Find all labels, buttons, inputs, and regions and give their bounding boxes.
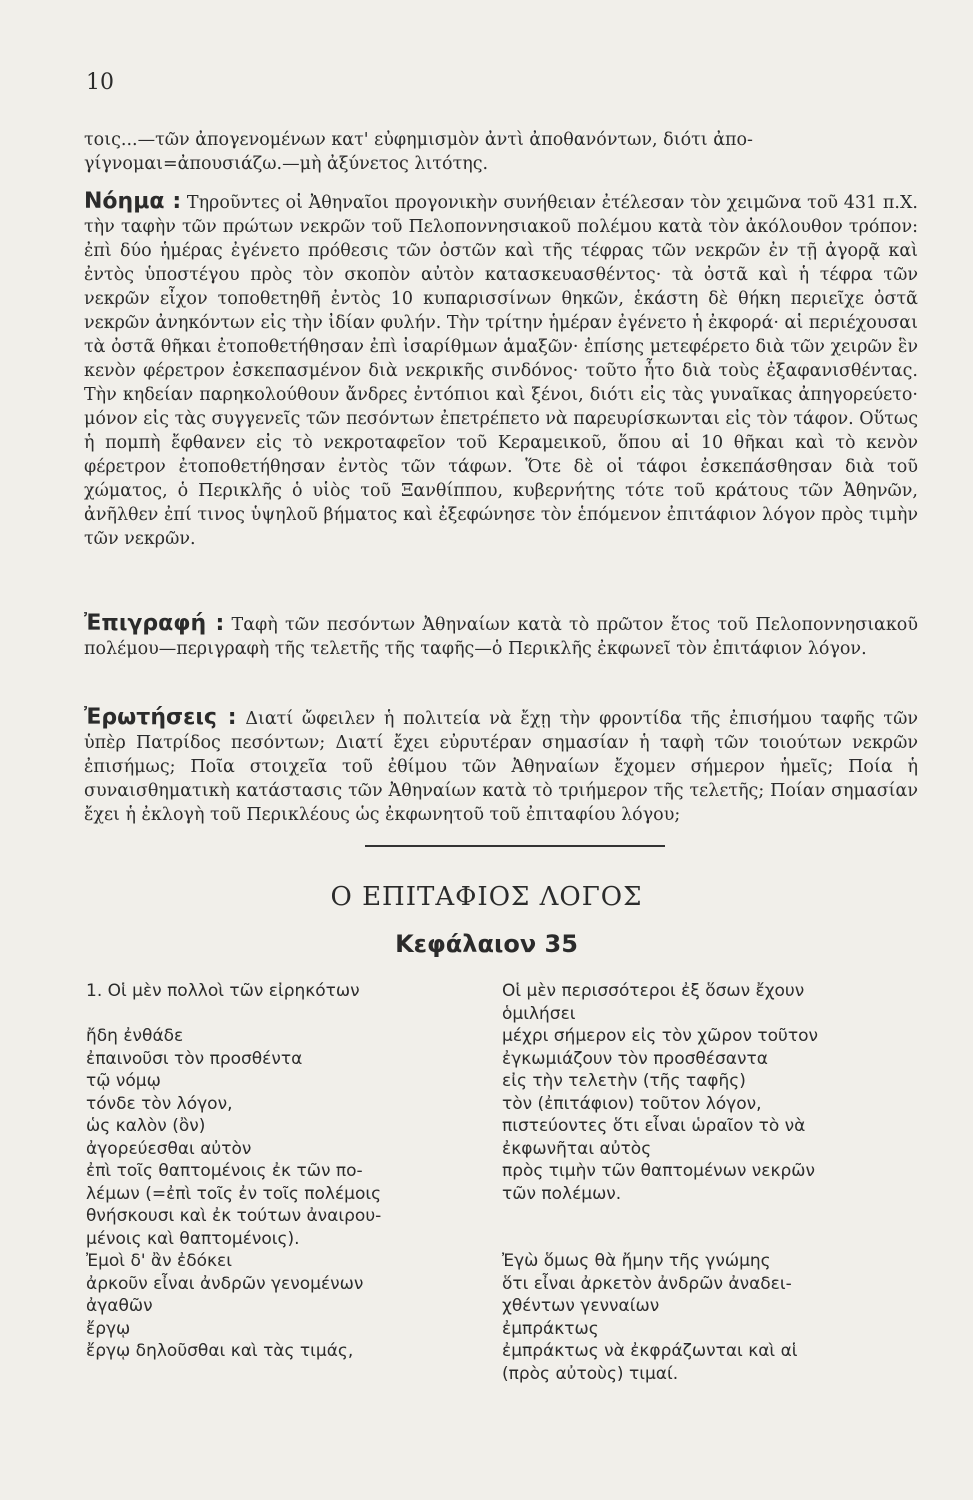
translation-line: Ἐγὼ ὅμως θὰ ἤμην τῆς γνώμης <box>502 1251 771 1271</box>
ancient-text-column <box>86 980 486 1363</box>
erotiseis-paragraph <box>84 706 918 827</box>
note-paragraph <box>84 128 918 176</box>
translation-line: πρὸς τιμὴν τῶν θαπτομένων νεκρῶν <box>502 1161 815 1181</box>
ancient-line: 1. Οἱ μὲν πολλοὶ τῶν εἰρηκότων <box>86 981 360 1001</box>
epigrafi-paragraph <box>84 612 918 661</box>
ancient-line: ἐπὶ τοῖς θαπτομένοις ἐκ τῶν πο- <box>86 1161 363 1181</box>
note-line: γίγνομαι=ἀπουσιάζω.—μὴ ἀξύνετος λιτότης. <box>84 154 489 174</box>
translation-line: ὁμιλήσει <box>502 1003 576 1024</box>
noima-paragraph <box>84 190 918 551</box>
section-divider <box>365 845 665 847</box>
translation-line: μέχρι σήμερον εἰς τὸν χῶρον τοῦτον <box>502 1026 819 1046</box>
erotiseis-text: Διατί ὤφειλεν ἡ πολιτεία νὰ ἔχῃ τὴν φροντίδα τῆς ἐπισήμου ταφῆς τῶν ὑπὲρ Πατρίδος πεσόντων; Διατί ἔχει εὐρυτέραν σημασίαν ἡ ταφὴ τῶν τοιούτων νεκρῶν ἐπισήμως; Ποῖα στοιχεῖα τοῦ ἐθίμου τῶν Ἀθηναίων ἔχομεν σήμερον ἡμεῖς; Ποία ἡ συναισθηματικὴ κατάστασις τῶν Ἀθηναίων κατὰ τὸ τριήμερον τῆς τελετῆς; Ποίαν σημασίαν ἔχει ἡ ἐκλογὴ τοῦ Περικλέους ὡς ἐκφωνητοῦ τοῦ ἐπιταφίου λόγου; <box>84 709 918 825</box>
ancient-line: ἔργῳ <box>86 1318 131 1339</box>
modern-translation-column <box>502 980 922 1385</box>
ancient-line: Ἐμοὶ δ' ἂν ἐδόκει <box>86 1251 232 1271</box>
chapter-title: Κεφάλαιον 35 <box>395 930 578 958</box>
translation-line <box>502 1228 922 1251</box>
translation-line: ἐμπράκτως <box>502 1318 599 1339</box>
ancient-line: μένοις καὶ θαπτομένοις). <box>86 1228 300 1249</box>
noima-heading: Νόημα : <box>84 189 182 214</box>
section-title: Ο ΕΠΙΤΑΦΙΟΣ ΛΟΓΟΣ <box>330 882 643 912</box>
translation-line: χθέντων γενναίων <box>502 1296 660 1316</box>
translation-line <box>502 1205 922 1228</box>
noima-text: Τηροῦντες οἱ Ἀθηναῖοι προγονικὴν συνήθειαν ἐτέλεσαν τὸν χειμῶνα τοῦ 431 π.Χ. τὴν ταφὴν τῶν πρώτων νεκρῶν τοῦ Πελοποννησιακοῦ πολέμου κατὰ τὸν ἀκόλουθον τρόπον: ἐπὶ δύο ἡμέρας ἐγένετο πρόθεσις τῶν ὀστῶν καὶ τῆς τέφρας τῶν νεκρῶν ἐν τῇ ἀγορᾷ καὶ ἐντὸς ὑποστέγου πρὸς τὸν σκοπὸν αὐτὸν κατασκευασθέντος· τὰ ὀστᾶ καὶ ἡ τέφρα τῶν νεκρῶν εἶχον τοποθετηθῆ ἐντὸς 10 κυπαρισσίνων θηκῶν, ἑκάστη δὲ θήκη περιεῖχε ὀστᾶ νεκρῶν ἀνηκόντων εἰς τὴν ἰδίαν φυλήν. Τὴν τρίτην ἡμέραν ἐγένετο ἡ ἐκφορά· αἱ περιέχουσαι τὰ ὀστᾶ θῆκαι ἐτοποθετήθησαν ἐπὶ ἰσαρίθμων ἁμαξῶν· ἐπίσης μετεφέρετο διὰ τῶν χειρῶν ἓν κενὸν φέρετρον ἐσκεπασμένον διὰ νεκρικῆς σινδόνος· τοῦτο ἦτο διὰ τοὺς ἐξαφανισθέντας. Τὴν κηδείαν παρηκολούθουν ἄνδρες ἐντόπιοι καὶ ξένοι, διότι εἰς τὰς γυναῖκας ἀπηγορεύετο· μόνον εἰς τὰς συγγενεῖς τῶν πεσόντων ἐπετρέπετο νὰ παρευρίσκωνται εἰς τὸν τάφον. Οὕτως ἡ πομπὴ ἔφθανεν εἰς τὸ νεκροταφεῖον τοῦ Κεραμεικοῦ, ὅπου αἱ 10 θῆκαι καὶ τὸ κενὸν φέρετρον ἐτοποθετήθησαν ἐντὸς τῶν τάφων. Ὅτε δὲ οἱ τάφοι ἐσκεπάσθησαν διὰ τοῦ χώματος, ὁ Περικλῆς ὁ υἱὸς τοῦ Ξανθίππου, κυβερνήτης τότε τοῦ κράτους τῶν Ἀθηνῶν, ἀνῆλθεν ἐπί τινος ὑψηλοῦ βήματος καὶ ἐξεφώνησε τὸν ἑπόμενον ἐπιτάφιον λόγον πρὸς τιμὴν τῶν νεκρῶν. <box>84 193 918 549</box>
ancient-line: ἐπαινοῦσι τὸν προσθέντα <box>86 1048 303 1069</box>
epigrafi-text: Ταφὴ τῶν πεσόντων Ἀθηναίων κατὰ τὸ πρῶτον ἔτος τοῦ Πελοποννησιακοῦ πολέμου—περιγραφὴ τῆς τελετῆς τῆς ταφῆς—ὁ Περικλῆς ἐκφωνεῖ τὸν ἐπιτάφιον λόγον. <box>84 615 918 659</box>
translation-line: ἐκφωνῆται αὐτὸς <box>502 1138 652 1159</box>
translation-line: πιστεύοντες ὅτι εἶναι ὡραῖον τὸ νὰ <box>502 1116 806 1136</box>
page-number: 10 <box>86 70 114 95</box>
translation-line: ἐγκωμιάζουν τὸν προσθέσαντα <box>502 1048 768 1069</box>
ancient-line: ἀγορεύεσθαι αὐτὸν <box>86 1138 252 1159</box>
ancient-line: ἤδη ἐνθάδε <box>86 1026 184 1046</box>
note-line: τοις...—τῶν ἀπογενομένων κατ' εὐφημισμὸν ἀντὶ ἀποθανόντων, διότι ἀπο- <box>84 130 753 150</box>
ancient-line: ἀρκοῦν εἶναι ἀνδρῶν γενομένων <box>86 1273 364 1294</box>
ancient-line: θνήσκουσι καὶ ἐκ τούτων ἀναιρου- <box>86 1206 382 1226</box>
ancient-line <box>86 1003 486 1026</box>
translation-line: τὸν (ἐπιτάφιον) τοῦτον λόγον, <box>502 1093 762 1114</box>
translation-line: ὅτι εἶναι ἀρκετὸν ἀνδρῶν ἀναδει- <box>502 1273 792 1294</box>
translation-line: ἐμπράκτως νὰ ἐκφράζωνται καὶ αἱ <box>502 1341 798 1361</box>
ancient-line: ἀγαθῶν <box>86 1296 153 1316</box>
translation-line: (πρὸς αὐτοὺς) τιμαί. <box>502 1363 679 1384</box>
ancient-line: λέμων (=ἐπὶ τοῖς ἐν τοῖς πολέμοις <box>86 1183 382 1204</box>
ancient-line: ὡς καλὸν (ὂν) <box>86 1116 206 1136</box>
ancient-line: ἔργῳ δηλοῦσθαι καὶ τὰς τιμάς, <box>86 1341 354 1361</box>
ancient-line: τόνδε τὸν λόγον, <box>86 1093 233 1114</box>
ancient-line: τῷ νόμῳ <box>86 1071 161 1091</box>
erotiseis-heading: Ἐρωτήσεις : <box>84 705 237 730</box>
translation-line: Οἱ μὲν περισσότεροι ἐξ ὅσων ἔχουν <box>502 981 805 1001</box>
translation-line: εἰς τὴν τελετὴν (τῆς ταφῆς) <box>502 1071 746 1091</box>
translation-line: τῶν πολέμων. <box>502 1183 622 1204</box>
epigrafi-heading: Ἐπιγραφή : <box>84 611 225 636</box>
